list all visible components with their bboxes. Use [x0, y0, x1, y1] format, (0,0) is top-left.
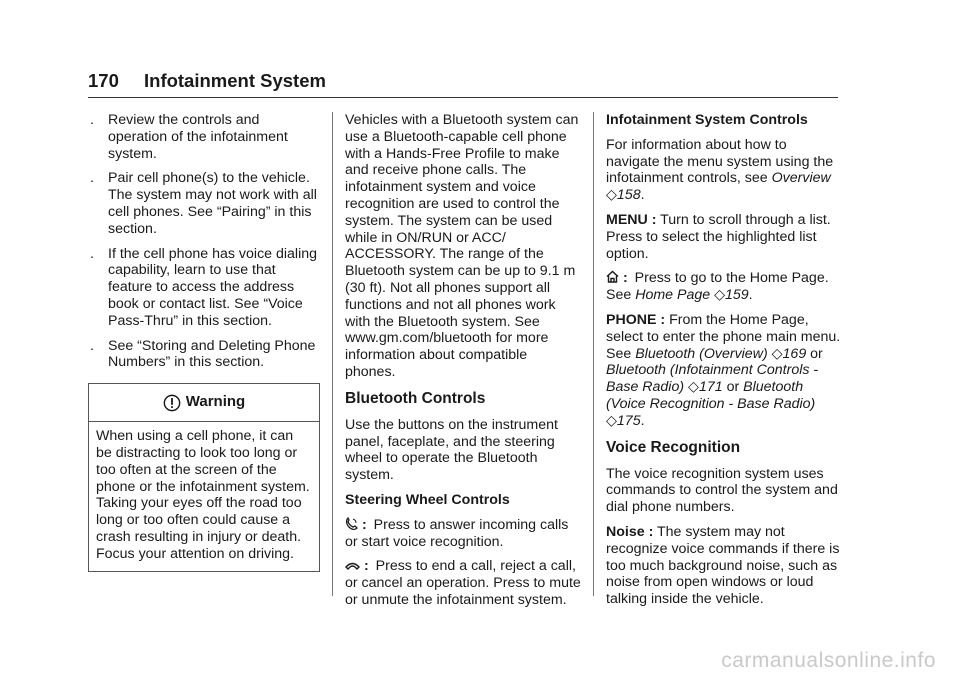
column-middle: [345, 112, 581, 617]
phone-end-icon: [345, 560, 360, 570]
or-text: or: [810, 345, 823, 362]
talk-control-item: [345, 517, 581, 551]
bluetooth-overview-link[interactable]: Bluetooth (Overview): [635, 345, 768, 362]
warning-title: Warning: [185, 393, 246, 411]
info-text: For information about how to navigate the menu system using the infotainment controls, see: [606, 136, 834, 187]
controls-text: Use the buttons on the instrument panel, faceplate, and the steering wheel to operate the Bluetooth system.: [345, 416, 558, 484]
page-number-link[interactable]: 169: [782, 345, 807, 362]
page-number-link[interactable]: 171: [698, 379, 723, 396]
subheading-steering-wheel: Steering Wheel Controls: [345, 491, 510, 508]
subheading-infotainment-controls: Infotainment System Controls: [606, 112, 808, 128]
column-right: [606, 112, 841, 616]
list-item: [88, 170, 320, 237]
list-item: [88, 246, 320, 330]
phone-talk-icon: [345, 517, 358, 531]
talk-control-desc: Press to answer incoming calls or start voice recognition.: [345, 516, 569, 550]
page-title: Infotainment System: [144, 70, 326, 91]
home-page-link[interactable]: Home Page: [635, 287, 711, 304]
column-divider: [332, 112, 333, 596]
page-reference-icon: ◇: [606, 187, 617, 204]
bullet-text: Review the controls and operation of the infotainment system.: [108, 112, 288, 162]
colon-label: :: [622, 270, 628, 287]
bluetooth-infotainment-link[interactable]: Bluetooth (Infotainment Controls - Base Radio): [606, 362, 819, 396]
bluetooth-voice-link[interactable]: Bluetooth (Voice Recognition - Base Radio): [606, 379, 816, 412]
page-reference-icon: ◇: [714, 287, 725, 304]
phone-term: PHONE :: [606, 311, 666, 328]
noise-item: [606, 524, 841, 608]
bullet-marker: .: [90, 112, 94, 128]
page-reference-icon: ◇: [771, 345, 783, 362]
voice-recognition-text: The voice recognition system uses commands to control the system and dial phone numbers.: [606, 465, 838, 516]
home-page-number[interactable]: 159: [725, 287, 749, 304]
home-item: : Press to go to the Home Page. See Home Page ◇159.: [606, 270, 829, 304]
bullet-marker: .: [90, 170, 94, 187]
bullet-text: See “Storing and Deleting Phone Numbers” in this section.: [108, 337, 316, 371]
header-rule: [88, 97, 838, 98]
colon-label: :: [361, 516, 367, 533]
bullet-text: If the cell phone has voice dialing capability, learn to use that feature to access the address book or contact list. See “Voice Pass-Thru” in this section.: [108, 245, 318, 329]
column-divider: [593, 112, 594, 596]
watermark: carmanualsonline.info: [721, 649, 936, 672]
bullet-marker: .: [90, 245, 94, 262]
phone-desc: From the Home Page, select to enter the phone main menu. See: [606, 311, 841, 362]
or-text: or: [726, 379, 740, 396]
page-reference-icon: ◇: [688, 379, 699, 396]
page-number-link[interactable]: 175: [616, 412, 641, 429]
list-item: [88, 338, 320, 372]
warning-icon: [163, 394, 181, 412]
page-header: [88, 70, 838, 98]
end-control-item: [345, 558, 581, 608]
bluetooth-intro: Vehicles with a Bluetooth system can use a Bluetooth-capable cell phone with a Hands-Free Profile to make and receive phone calls. The infotainment system and voice recognition are used to control the system. The system can be used while in ON/RUN or ACC/ ACCESSORY. The range of the Bluetooth system can be up to 9.1 m (30 ft). Not all phones support all functions and not all phones work with the Bluetooth system. See www.gm.com/bluetooth for more information about compatible phones.: [345, 112, 579, 380]
end-control-desc: Press to end a call, reject a call, or cancel an operation. Press to mute or unmute the infotainment system.: [345, 558, 581, 608]
bullet-text: Pair cell phone(s) to the vehicle. The system may not work with all cell phones. See “Pairing” in this section.: [108, 170, 317, 237]
section-heading-voice-recognition: Voice Recognition: [606, 438, 741, 456]
phone-item: PHONE : From the Home Page, select to enter the phone main menu. See Bluetooth (Overview) ◇169 or Bluetooth (Infotainment Controls - Base Radio) ◇171 or Bluetooth (Voice Recognition - Base Radio) ◇175.: [606, 311, 841, 429]
page-number: 170: [88, 70, 119, 91]
bullet-marker: .: [90, 337, 94, 354]
warning-body: When using a cell phone, it can be distracting to look too long or too often at the screen of the phone or the infotainment system. Taking your eyes off the road too long or too often could cause a crash resulting in injury or death. Focus your attention on driving.: [96, 428, 310, 562]
overview-page[interactable]: 158: [616, 187, 641, 204]
warning-header: [89, 384, 319, 422]
colon-label: :: [363, 558, 369, 575]
menu-item: [606, 212, 841, 262]
info-paragraph: For information about how to navigate the menu system using the infotainment controls, see Overview ◇158.: [606, 136, 834, 204]
noise-desc: The system may not recognize voice commands if there is too much background noise, such as noise from open windows or loud talking inside the vehicle.: [606, 523, 840, 608]
column-left: [88, 112, 320, 572]
warning-box: [88, 383, 320, 571]
section-heading-bluetooth-controls: Bluetooth Controls: [345, 389, 486, 407]
page-reference-icon: ◇: [606, 412, 617, 429]
menu-desc: Turn to scroll through a list. Press to select the highlighted list option.: [606, 211, 831, 262]
noise-term: Noise :: [606, 523, 654, 540]
home-desc: Press to go to the Home Page. See: [606, 270, 829, 304]
list-item: [88, 112, 320, 162]
overview-link[interactable]: Overview: [771, 170, 831, 187]
menu-term: MENU :: [606, 211, 657, 228]
home-icon: [606, 270, 619, 283]
